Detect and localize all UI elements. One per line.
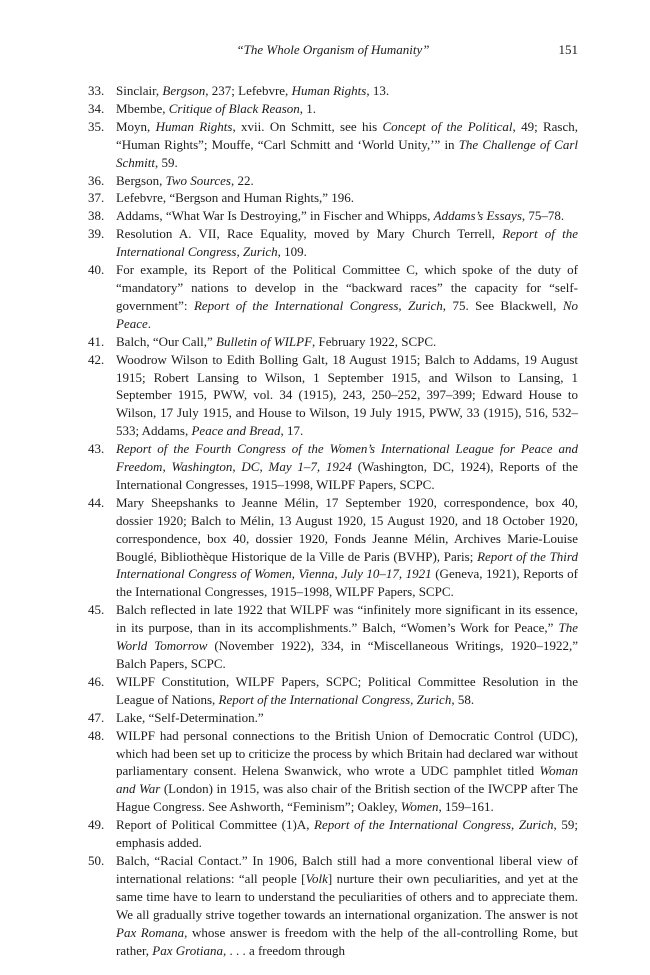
endnote-number: 41. <box>88 333 105 349</box>
endnote-number: 44. <box>88 494 105 510</box>
endnote-number: 50. <box>88 852 105 868</box>
endnote <box>88 172 578 190</box>
endnotes-list <box>88 82 578 959</box>
endnote <box>88 852 578 959</box>
endnote-text: Resolution A. VII, Race Equality, moved by Mary Church Terrell, Report of the International Congress, Zurich, 109. <box>116 226 578 260</box>
endnote-text: Report of Political Committee (1)A, Report of the International Congress, Zurich, 59; emphasis added. <box>116 817 578 851</box>
endnote-text: Sinclair, Bergson, 237; Lefebvre, Human Rights, 13. <box>116 83 390 98</box>
endnote <box>88 100 578 118</box>
endnote <box>88 225 578 261</box>
endnote-text: Moyn, Human Rights, xvii. On Schmitt, see his Concept of the Political, 49; Rasch, “Human Rights”; Mouffe, “Carl Schmitt and ‘World Unity,’” in The Challenge of Carl Schmitt, 59. <box>116 118 579 170</box>
endnote-number: 42. <box>88 351 105 367</box>
endnote <box>88 494 578 601</box>
endnote-text: WILPF Constitution, WILPF Papers, SCPC; Political Committee Resolution in the League of Nations, Report of the International Congress, Zurich, 58. <box>116 673 578 707</box>
endnote-number: 49. <box>88 817 105 833</box>
endnote-text: Addams, “What War Is Destroying,” in Fischer and Whipps, Addams’s Essays, 75–78. <box>116 208 565 224</box>
endnote <box>88 82 578 100</box>
endnote <box>88 440 578 494</box>
endnote-number: 45. <box>88 602 105 618</box>
endnote-number: 40. <box>88 262 105 278</box>
endnote-number: 47. <box>88 709 105 725</box>
endnote-text: Bergson, Two Sources, 22. <box>116 172 254 188</box>
endnote <box>88 601 578 673</box>
endnote-text: Lake, “Self-Determination.” <box>116 709 264 725</box>
endnote-text: Lefebvre, “Bergson and Human Rights,” 196. <box>116 190 355 206</box>
running-title: “The Whole Organism of Humanity” <box>236 42 430 57</box>
endnote-text: Balch reflected in late 1922 that WILPF was “infinitely more significant in its essence, in its purpose, than in its accomplishments.” Balch, “Women’s Work for Peace,” The World Tomorrow (November 1922), 334, in “Miscellaneous Writings, 1920–1922,” Balch Papers, SCPC. <box>116 602 578 671</box>
endnote <box>88 118 578 172</box>
endnote <box>88 709 578 727</box>
endnote <box>88 816 578 852</box>
endnote-text: Woodrow Wilson to Edith Bolling Galt, 18 August 1915; Balch to Addams, 19 August 1915; Robert Lansing to Wilson, 1 September 1915, and Wilson to Lansing, 1 September 1915, PWW, vol. 34 (1915), 243, 250–252, 397–399; Edward House to Wilson, 17 July 1915, and House to Wilson, 19 July 1915, PWW, 33 (1915), 516, 532–533; Addams, Peace and Bread, 17. <box>116 351 578 439</box>
endnote-text: Mbembe, Critique of Black Reason, 1. <box>116 100 317 116</box>
endnote-number: 33. <box>88 83 105 98</box>
endnote <box>88 333 578 351</box>
endnote-text: Report of the Fourth Congress of the Women’s International League for Peace and Freedom, Washington, DC, May 1–7, 1924 (Washington, DC, 1924), Reports of the International Congresses, 1915–1998, WILPF Papers, SCPC. <box>116 441 578 492</box>
endnote-text: Mary Sheepshanks to Jeanne Mélin, 17 September 1920, correspondence, box 40, dossier 1920; Balch to Mélin, 13 August 1920, 15 August 1920, and 18 October 1920, correspondence, box 40, dossier 1920, Fonds Jeanne Mélin, Archives Marie-Louise Bouglé, Bibliothèque Historique de la Ville de Paris (BVHP), Paris; Report of the Third International Congress of Women, Vienna, July 10–17, 1921 (Geneva, 1921), Reports of the International Congresses, 1915–1998, WILPF Papers, SCPC. <box>116 494 578 600</box>
endnote-number: 34. <box>88 100 105 116</box>
endnote <box>88 673 578 709</box>
endnote <box>88 207 578 225</box>
endnote-number: 46. <box>88 673 105 689</box>
endnote-text: For example, its Report of the Political Committee C, which spoke of the duty of “mandatory” nations to develop in the “backward races” the capacity for “self-government”: Report of the International Congress, Zurich, 75. See Blackwell, No Peace. <box>116 262 578 331</box>
endnote-text: WILPF had personal connections to the British Union of Democratic Control (UDC), which had been set up to criticize the process by which Britain had declared war without parliamentary consent. Helena Swanwick, who wrote a UDC pamphlet titled Woman and War (London) in 1915, was also chair of the British section of the IWCPP after The Hague Congress. See Ashworth, “Feminism”; Oakley, Women, 159–161. <box>116 727 578 815</box>
endnote <box>88 351 578 441</box>
endnote-number: 39. <box>88 226 105 242</box>
endnote <box>88 727 578 817</box>
endnote-text: Balch, “Our Call,” Bulletin of WILPF, February 1922, SCPC. <box>116 333 437 349</box>
endnote-text: Balch, “Racial Contact.” In 1906, Balch still had a more conventional liberal view of international relations: “all people [Volk] nurture their own peculiarities, and yet at the same time have to learn to understand the peculiarities of others and to appreciate them. We all gradually strive together towards an international organization. The answer is not Pax Romana, whose answer is freedom with the help of the all-controlling Rome, but rather, Pax Grotiana, . . . a freedom through <box>116 852 579 958</box>
endnote-number: 37. <box>88 190 105 206</box>
endnote-number: 43. <box>88 441 105 457</box>
endnote <box>88 261 578 333</box>
endnote <box>88 189 578 207</box>
page-number: 151 <box>558 42 578 57</box>
endnote-number: 48. <box>88 727 105 743</box>
endnote-number: 35. <box>88 118 105 134</box>
endnote-number: 38. <box>88 208 105 224</box>
endnote-number: 36. <box>88 172 105 188</box>
